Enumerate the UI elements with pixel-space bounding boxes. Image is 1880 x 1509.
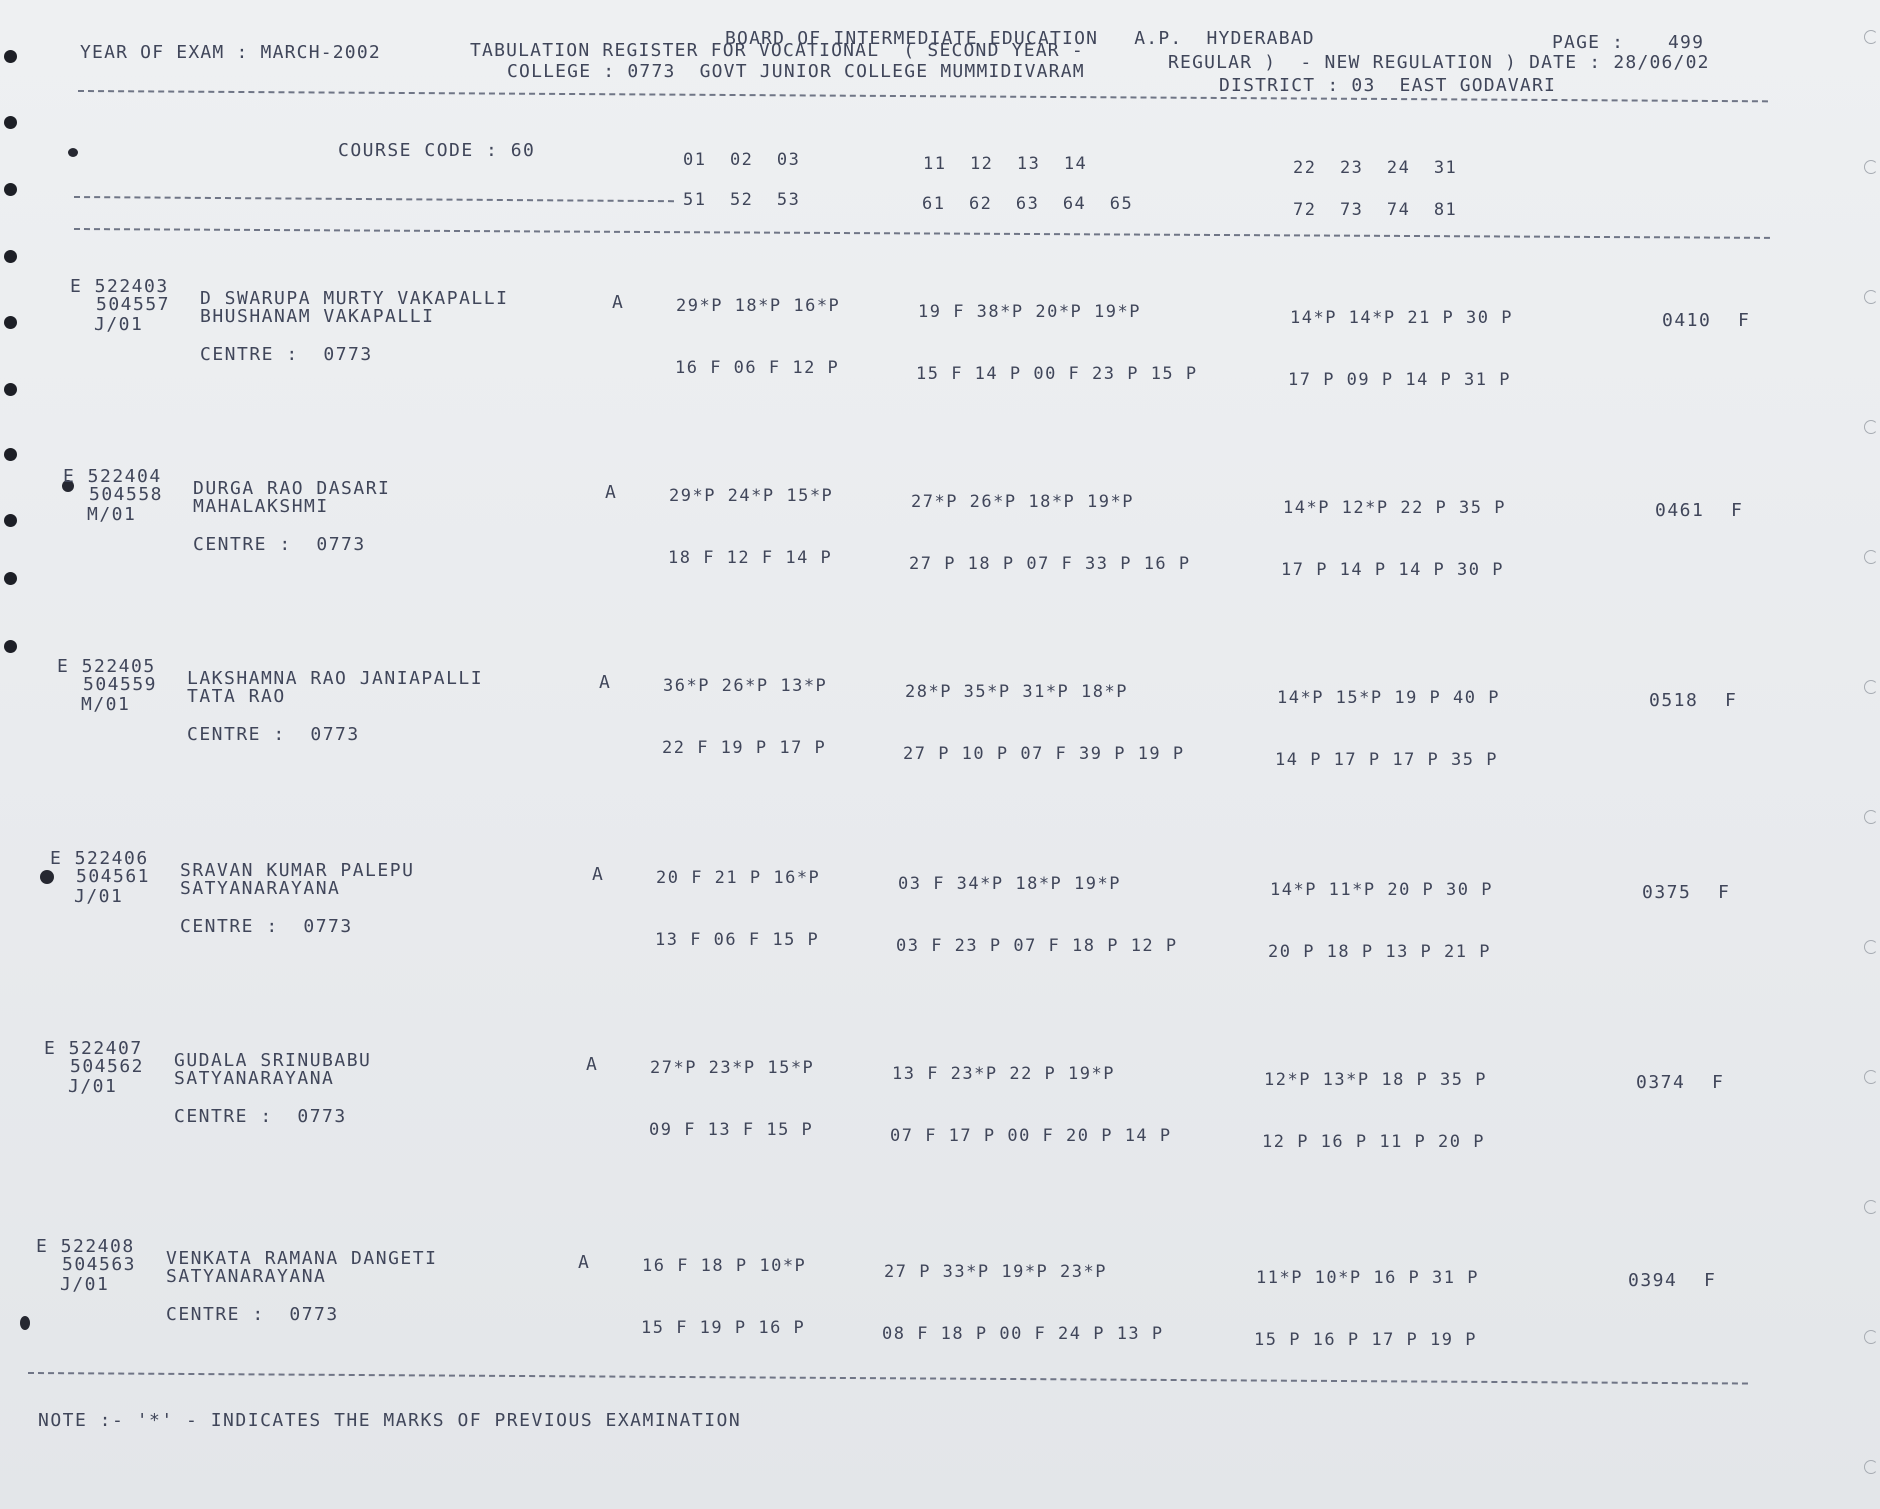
perforation-icon: [1864, 680, 1878, 694]
regulation-date: REGULAR ) - NEW REGULATION ) DATE : 28/06/02: [1168, 52, 1710, 73]
record-id: E 522403: [70, 276, 169, 297]
marks-group5: 08 F 18 P 00 F 24 P 13 P: [882, 1324, 1164, 1344]
register-title: TABULATION REGISTER FOR VOCATIONAL ( SECOND YEAR -: [470, 40, 1084, 61]
grade-letter: A: [612, 292, 625, 313]
perforation-icon: [1864, 30, 1878, 44]
punch-hole-icon: [4, 383, 17, 396]
column-codes-group3: 22 23 24 31: [1293, 158, 1458, 178]
marks-group3: 14*P 15*P 19 P 40 P: [1277, 688, 1500, 708]
perforation-icon: [1864, 810, 1878, 824]
registration-number: 504562: [70, 1056, 145, 1077]
page-number: 499: [1668, 32, 1705, 53]
total-marks: 0518: [1649, 690, 1699, 711]
marks-group3: 12*P 13*P 18 P 35 P: [1264, 1070, 1487, 1090]
total-marks: 0375: [1642, 882, 1692, 903]
exam-centre: CENTRE : 0773: [166, 1304, 339, 1325]
marks-group5: 07 F 17 P 00 F 20 P 14 P: [890, 1126, 1172, 1146]
marks-group3: 11*P 10*P 16 P 31 P: [1256, 1268, 1479, 1288]
year-of-exam: YEAR OF EXAM : MARCH-2002: [80, 42, 381, 63]
page-label: PAGE :: [1552, 32, 1625, 53]
marks-group6: 20 P 18 P 13 P 21 P: [1268, 942, 1491, 962]
grade-letter: A: [599, 672, 612, 693]
record-id: E 522408: [36, 1236, 135, 1257]
student-name: VENKATA RAMANA DANGETI: [166, 1248, 438, 1269]
parent-name: BHUSHANAM VAKAPALLI: [200, 306, 435, 327]
marks-group1: 36*P 26*P 13*P: [663, 676, 828, 696]
parent-name: SATYANARAYANA: [180, 878, 341, 899]
marks-group1: 29*P 18*P 16*P: [676, 296, 841, 316]
board-title: BOARD OF INTERMEDIATE EDUCATION A.P. HYDERABAD: [725, 28, 1315, 49]
district-name: DISTRICT : 03 EAST GODAVARI: [1219, 75, 1557, 96]
ink-smudge: [68, 148, 78, 157]
section-code: J/01: [60, 1274, 110, 1295]
registration-number: 504559: [83, 674, 158, 695]
section-code: J/01: [68, 1076, 118, 1097]
marks-group5: 27 P 10 P 07 F 39 P 19 P: [903, 744, 1185, 764]
punch-hole-icon: [4, 50, 17, 63]
marks-group2: 13 F 23*P 22 P 19*P: [892, 1064, 1115, 1084]
result-status: F: [1718, 882, 1731, 903]
marks-group2: 27 P 33*P 19*P 23*P: [884, 1262, 1107, 1282]
total-marks: 0394: [1628, 1270, 1678, 1291]
marks-group5: 27 P 18 P 07 F 33 P 16 P: [909, 554, 1191, 574]
college-name: COLLEGE : 0773 GOVT JUNIOR COLLEGE MUMMIDIVARAM: [507, 61, 1085, 82]
record-id: E 522405: [57, 656, 156, 677]
student-name: LAKSHAMNA RAO JANIAPALLI: [187, 668, 484, 689]
marks-group3: 14*P 12*P 22 P 35 P: [1283, 498, 1506, 518]
result-status: F: [1704, 1270, 1717, 1291]
result-status: F: [1738, 310, 1751, 331]
marks-group6: 12 P 16 P 11 P 20 P: [1262, 1132, 1485, 1152]
result-status: F: [1731, 500, 1744, 521]
perforation-icon: [1864, 160, 1878, 174]
grade-letter: A: [592, 864, 605, 885]
punch-hole-icon: [4, 572, 17, 585]
column-codes-group2: 11 12 13 14: [923, 154, 1088, 174]
punch-hole-icon: [4, 116, 17, 129]
footnote: NOTE :- '*' - INDICATES THE MARKS OF PREVIOUS EXAMINATION: [38, 1410, 742, 1431]
student-name: GUDALA SRINUBABU: [174, 1050, 372, 1071]
marks-group2: 03 F 34*P 18*P 19*P: [898, 874, 1121, 894]
exam-centre: CENTRE : 0773: [180, 916, 353, 937]
exam-centre: CENTRE : 0773: [174, 1106, 347, 1127]
total-marks: 0461: [1655, 500, 1705, 521]
marks-group6: 14 P 17 P 17 P 35 P: [1275, 750, 1498, 770]
marks-group2: 19 F 38*P 20*P 19*P: [918, 302, 1141, 322]
marks-group4: 16 F 06 F 12 P: [675, 358, 840, 378]
section-code: J/01: [94, 314, 144, 335]
punch-hole-icon: [4, 250, 17, 263]
footer-divider: [28, 1372, 1748, 1385]
table-header-divider: [74, 228, 1770, 239]
section-code: J/01: [74, 886, 124, 907]
ink-smudge: [20, 1316, 30, 1330]
registration-number: 504561: [76, 866, 151, 887]
registration-number: 504557: [96, 294, 171, 315]
marks-group4: 13 F 06 F 15 P: [655, 930, 820, 950]
column-codes-group1: 01 02 03: [683, 150, 801, 170]
result-status: F: [1725, 690, 1738, 711]
marks-group1: 20 F 21 P 16*P: [656, 868, 821, 888]
grade-letter: A: [605, 482, 618, 503]
column-codes-group4: 51 52 53: [683, 190, 801, 210]
marks-group2: 28*P 35*P 31*P 18*P: [905, 682, 1128, 702]
punch-hole-icon: [4, 448, 17, 461]
exam-centre: CENTRE : 0773: [193, 534, 366, 555]
perforation-icon: [1864, 1330, 1878, 1344]
marks-group6: 17 P 14 P 14 P 30 P: [1281, 560, 1504, 580]
marks-group6: 17 P 09 P 14 P 31 P: [1288, 370, 1511, 390]
parent-name: SATYANARAYANA: [174, 1068, 335, 1089]
punch-hole-icon: [4, 640, 17, 653]
perforation-icon: [1864, 420, 1878, 434]
marks-group1: 16 F 18 P 10*P: [642, 1256, 807, 1276]
exam-centre: CENTRE : 0773: [187, 724, 360, 745]
marks-group5: 15 F 14 P 00 F 23 P 15 P: [916, 364, 1198, 384]
punch-hole-icon: [4, 514, 17, 527]
grade-letter: A: [586, 1054, 599, 1075]
record-id: E 522404: [63, 466, 162, 487]
marks-group3: 14*P 11*P 20 P 30 P: [1270, 880, 1493, 900]
record-id: E 522407: [44, 1038, 143, 1059]
parent-name: SATYANARAYANA: [166, 1266, 327, 1287]
marks-group2: 27*P 26*P 18*P 19*P: [911, 492, 1134, 512]
perforation-icon: [1864, 1070, 1878, 1084]
parent-name: TATA RAO: [187, 686, 286, 707]
registration-number: 504558: [89, 484, 164, 505]
record-id: E 522406: [50, 848, 149, 869]
column-codes-group5: 61 62 63 64 65: [922, 194, 1134, 214]
total-marks: 0410: [1662, 310, 1712, 331]
course-code: COURSE CODE : 60: [338, 140, 536, 161]
exam-centre: CENTRE : 0773: [200, 344, 373, 365]
marks-group5: 03 F 23 P 07 F 18 P 12 P: [896, 936, 1178, 956]
marks-group4: 22 F 19 P 17 P: [662, 738, 827, 758]
section-code: M/01: [87, 504, 137, 525]
result-status: F: [1712, 1072, 1725, 1093]
marks-group1: 29*P 24*P 15*P: [669, 486, 834, 506]
column-codes-group6: 72 73 74 81: [1293, 200, 1458, 220]
column-divider: [74, 196, 674, 202]
punch-hole-icon: [4, 183, 17, 196]
ink-smudge: [40, 870, 54, 884]
perforation-icon: [1864, 290, 1878, 304]
marks-group3: 14*P 14*P 21 P 30 P: [1290, 308, 1513, 328]
student-name: D SWARUPA MURTY VAKAPALLI: [200, 288, 509, 309]
perforation-icon: [1864, 1460, 1878, 1474]
grade-letter: A: [578, 1252, 591, 1273]
total-marks: 0374: [1636, 1072, 1686, 1093]
punch-hole-icon: [4, 316, 17, 329]
student-name: DURGA RAO DASARI: [193, 478, 391, 499]
marks-group1: 27*P 23*P 15*P: [650, 1058, 815, 1078]
perforation-icon: [1864, 1200, 1878, 1214]
section-code: M/01: [81, 694, 131, 715]
perforation-icon: [1864, 940, 1878, 954]
marks-group6: 15 P 16 P 17 P 19 P: [1254, 1330, 1477, 1350]
marks-group4: 09 F 13 F 15 P: [649, 1120, 814, 1140]
parent-name: MAHALAKSHMI: [193, 496, 329, 517]
marks-group4: 18 F 12 F 14 P: [668, 548, 833, 568]
marks-group4: 15 F 19 P 16 P: [641, 1318, 806, 1338]
perforation-icon: [1864, 550, 1878, 564]
registration-number: 504563: [62, 1254, 137, 1275]
student-name: SRAVAN KUMAR PALEPU: [180, 860, 415, 881]
